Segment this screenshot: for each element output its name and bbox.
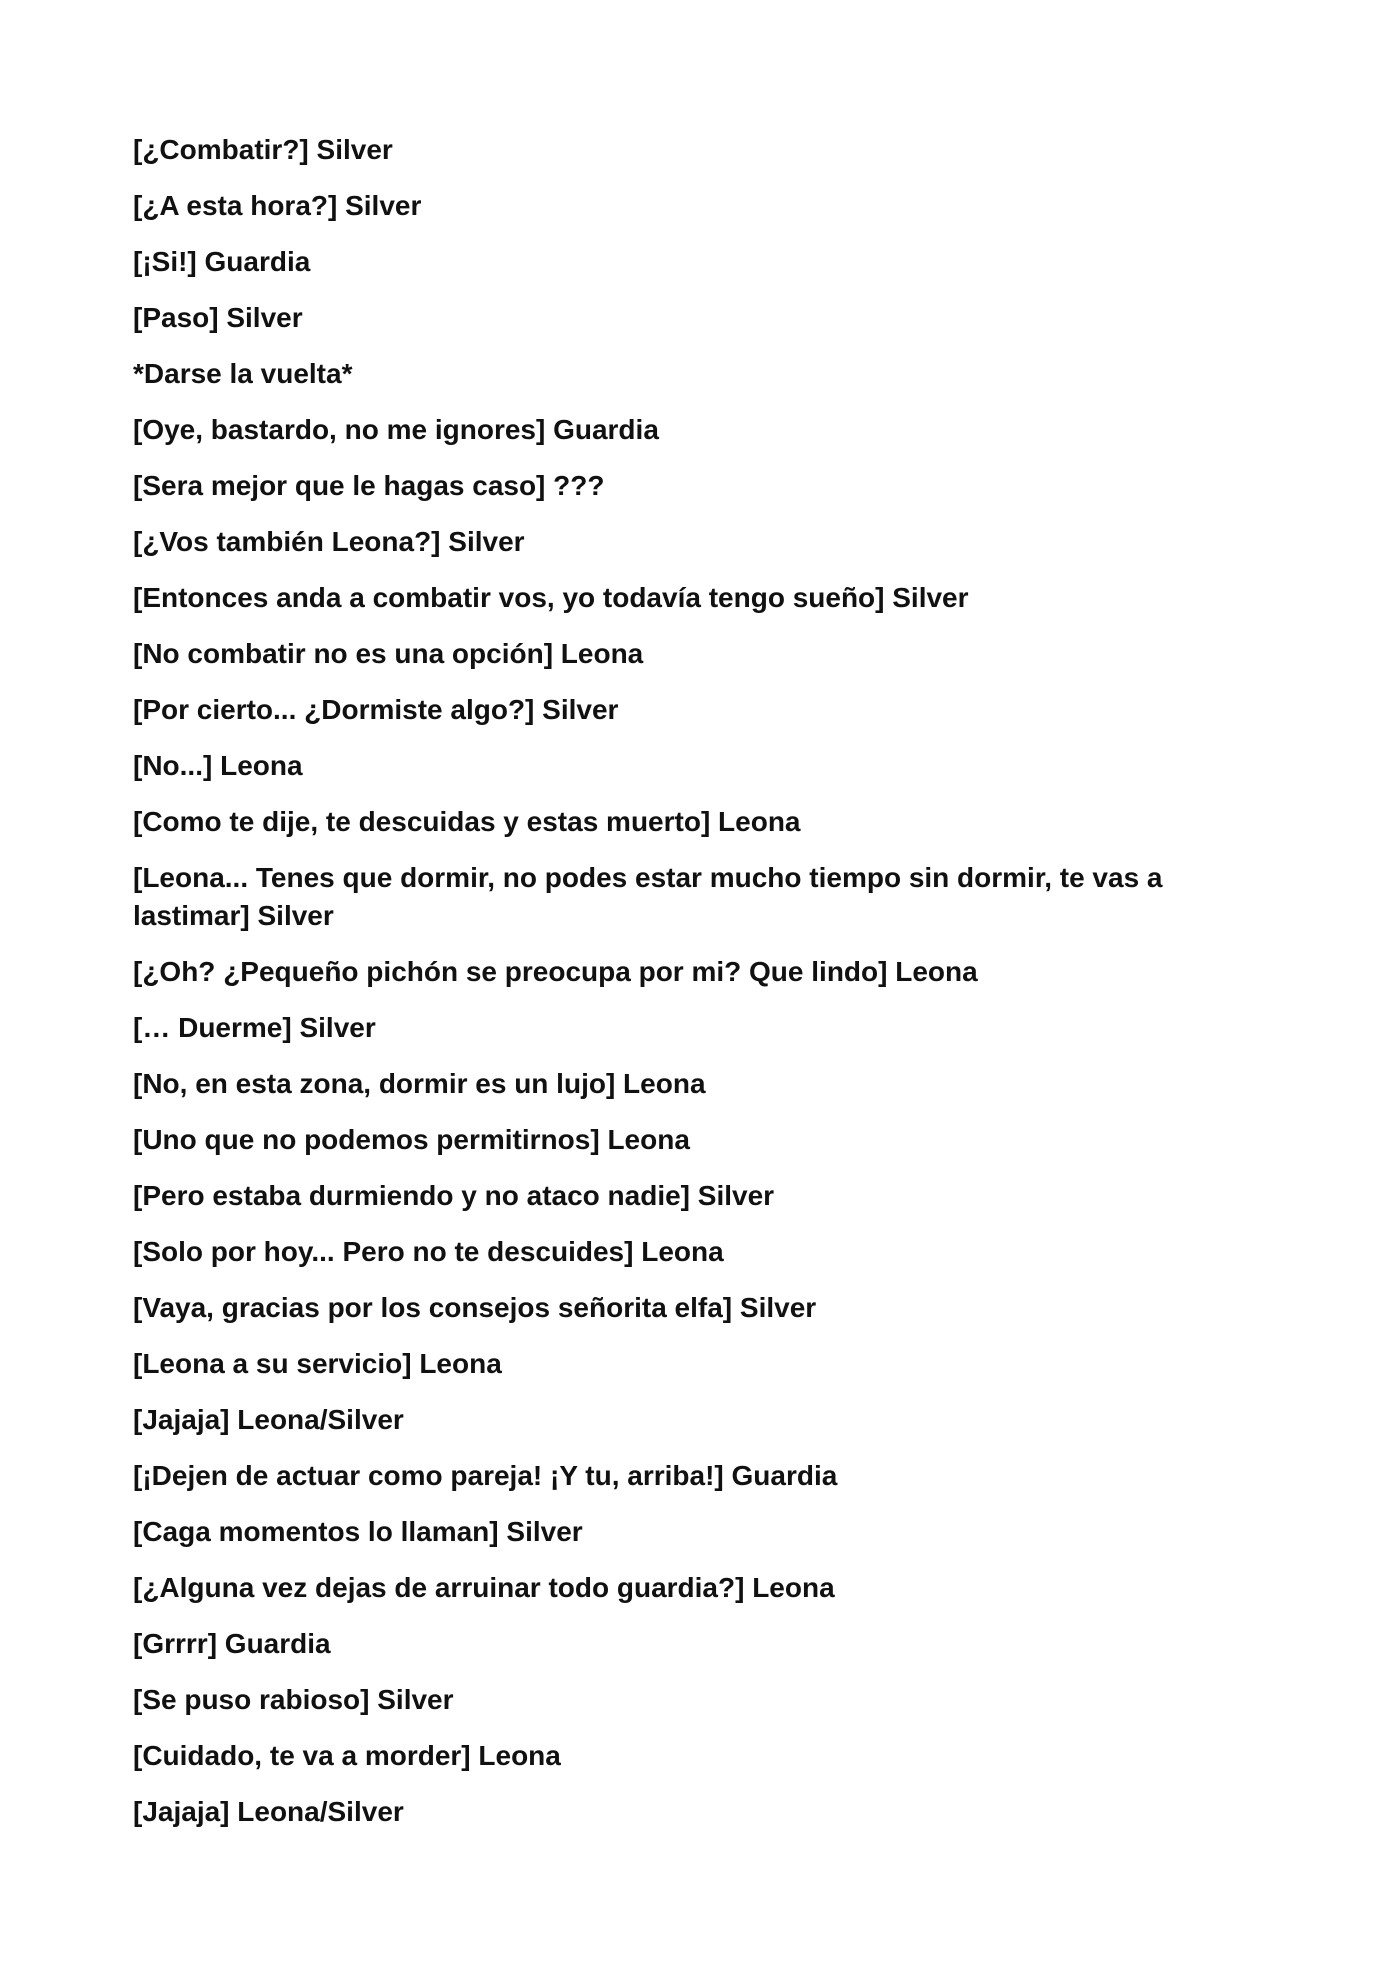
dialogue-line: [Se puso rabioso] Silver xyxy=(133,1684,454,1715)
dialogue-line: [No...] Leona xyxy=(133,750,303,781)
dialogue-line: [Leona a su servicio] Leona xyxy=(133,1348,502,1379)
dialogue-line: [Grrrr] Guardia xyxy=(133,1628,331,1659)
dialogue-line: [Entonces anda a combatir vos, yo todavía tengo sueño] Silver xyxy=(133,582,969,613)
dialogue-line: [Vaya, gracias por los consejos señorita elfa] Silver xyxy=(133,1292,817,1323)
dialogue-line: [Pero estaba durmiendo y no ataco nadie] Silver xyxy=(133,1180,775,1211)
dialogue-line: [Solo por hoy... Pero no te descuides] Leona xyxy=(133,1236,724,1267)
dialogue-line: [Oye, bastardo, no me ignores] Guardia xyxy=(133,414,659,445)
dialogue-line: [Jajaja] Leona/Silver xyxy=(133,1404,404,1435)
dialogue-line: [¿A esta hora?] Silver xyxy=(133,190,422,221)
dialogue-line: [No combatir no es una opción] Leona xyxy=(133,638,644,669)
dialogue-line: [No, en esta zona, dormir es un lujo] Leona xyxy=(133,1068,706,1099)
dialogue-line: [Cuidado, te va a morder] Leona xyxy=(133,1740,561,1771)
dialogue-line: [¡Si!] Guardia xyxy=(133,246,311,277)
dialogue-line: [Jajaja] Leona/Silver xyxy=(133,1796,404,1827)
action-line: *Darse la vuelta* xyxy=(133,358,353,389)
dialogue-line: [Por cierto... ¿Dormiste algo?] Silver xyxy=(133,694,619,725)
dialogue-line: [Como te dije, te descuidas y estas muerto] Leona xyxy=(133,806,801,837)
dialogue-line: [Paso] Silver xyxy=(133,302,303,333)
dialogue-line: [¿Combatir?] Silver xyxy=(133,134,393,165)
dialogue-list xyxy=(133,131,1283,1849)
dialogue-line: [Sera mejor que le hagas caso] ??? xyxy=(133,470,605,501)
dialogue-line: [¡Dejen de actuar como pareja! ¡Y tu, arriba!] Guardia xyxy=(133,1460,838,1491)
dialogue-line: [¿Vos también Leona?] Silver xyxy=(133,526,525,557)
dialogue-line: [¿Alguna vez dejas de arruinar todo guardia?] Leona xyxy=(133,1572,835,1603)
dialogue-line: [Leona... Tenes que dormir, no podes estar mucho tiempo sin dormir, te vas a lastimar] Silver xyxy=(133,862,1163,931)
dialogue-line: [¿Oh? ¿Pequeño pichón se preocupa por mi? Que lindo] Leona xyxy=(133,956,978,987)
dialogue-line: [… Duerme] Silver xyxy=(133,1012,376,1043)
dialogue-line: [Caga momentos lo llaman] Silver xyxy=(133,1516,583,1547)
dialogue-line: [Uno que no podemos permitirnos] Leona xyxy=(133,1124,690,1155)
